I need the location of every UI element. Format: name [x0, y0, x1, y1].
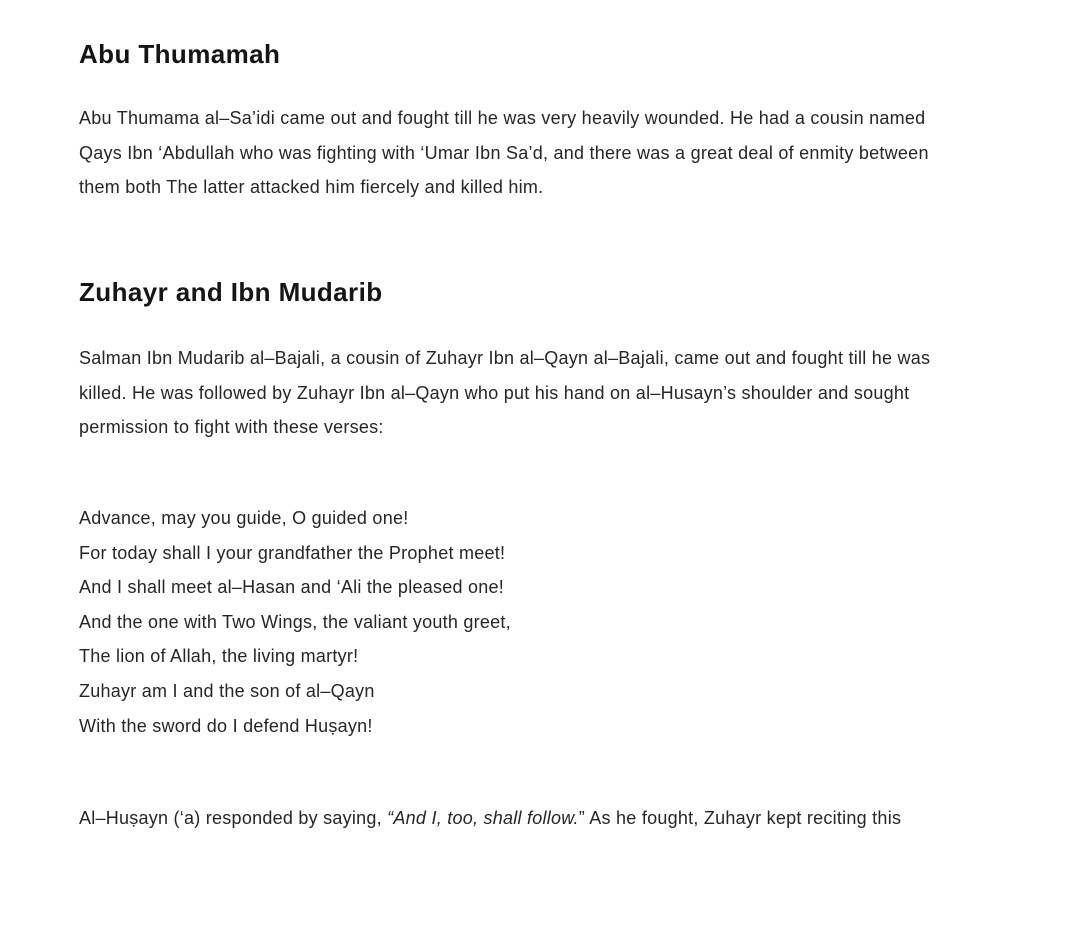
paragraph-line: killed. He was followed by Zuhayr Ibn al–Qayn who put his hand on al–Husayn’s shoulder and sought	[79, 382, 910, 403]
section-heading-abu-thumamah: Abu Thumamah	[79, 39, 281, 69]
paragraph-zuhayr-intro	[79, 341, 930, 445]
paragraph-line: Abu Thumama al–Sa’idi came out and fought till he was very heavily wounded. He had a cousin named	[79, 108, 926, 128]
quoted-speech: “And I, too, shall follow.	[387, 808, 579, 828]
poem-line: For today shall I your grandfather the Prophet meet!	[79, 542, 506, 563]
poem-line: With the sword do I defend Huṣayn!	[79, 715, 373, 736]
paragraph-husayn-response	[79, 801, 901, 836]
closing-suffix: ” As he fought, Zuhayr kept reciting this	[578, 808, 902, 828]
paragraph-abu-thumamah	[79, 101, 929, 205]
poem-verses	[79, 501, 511, 743]
paragraph-line	[79, 801, 901, 836]
paragraph-line: permission to fight with these verses:	[79, 417, 384, 438]
closing-prefix: Al–Huṣayn (‘a) responded by saying,	[79, 808, 388, 828]
paragraph-line: them both The latter attacked him fiercely and killed him.	[79, 177, 544, 198]
paragraph-line: Qays Ibn ‘Abdullah who was fighting with ‘Umar Ibn Sa’d, and there was a great deal of enmity between	[79, 142, 929, 163]
poem-line: And I shall meet al–Hasan and ‘Ali the pleased one!	[79, 577, 505, 598]
poem-line: Advance, may you guide, O guided one!	[79, 508, 409, 528]
poem-line: The lion of Allah, the living martyr!	[79, 646, 359, 667]
poem-line: And the one with Two Wings, the valiant youth greet,	[79, 611, 511, 632]
poem-line: Zuhayr am I and the son of al–Qayn	[79, 680, 375, 701]
paragraph-line: Salman Ibn Mudarib al–Bajali, a cousin of Zuhayr Ibn al–Qayn al–Bajali, came out and fought till he was	[79, 348, 931, 368]
section-heading-zuhayr-and-ibn-mudarib: Zuhayr and Ibn Mudarib	[79, 277, 383, 307]
